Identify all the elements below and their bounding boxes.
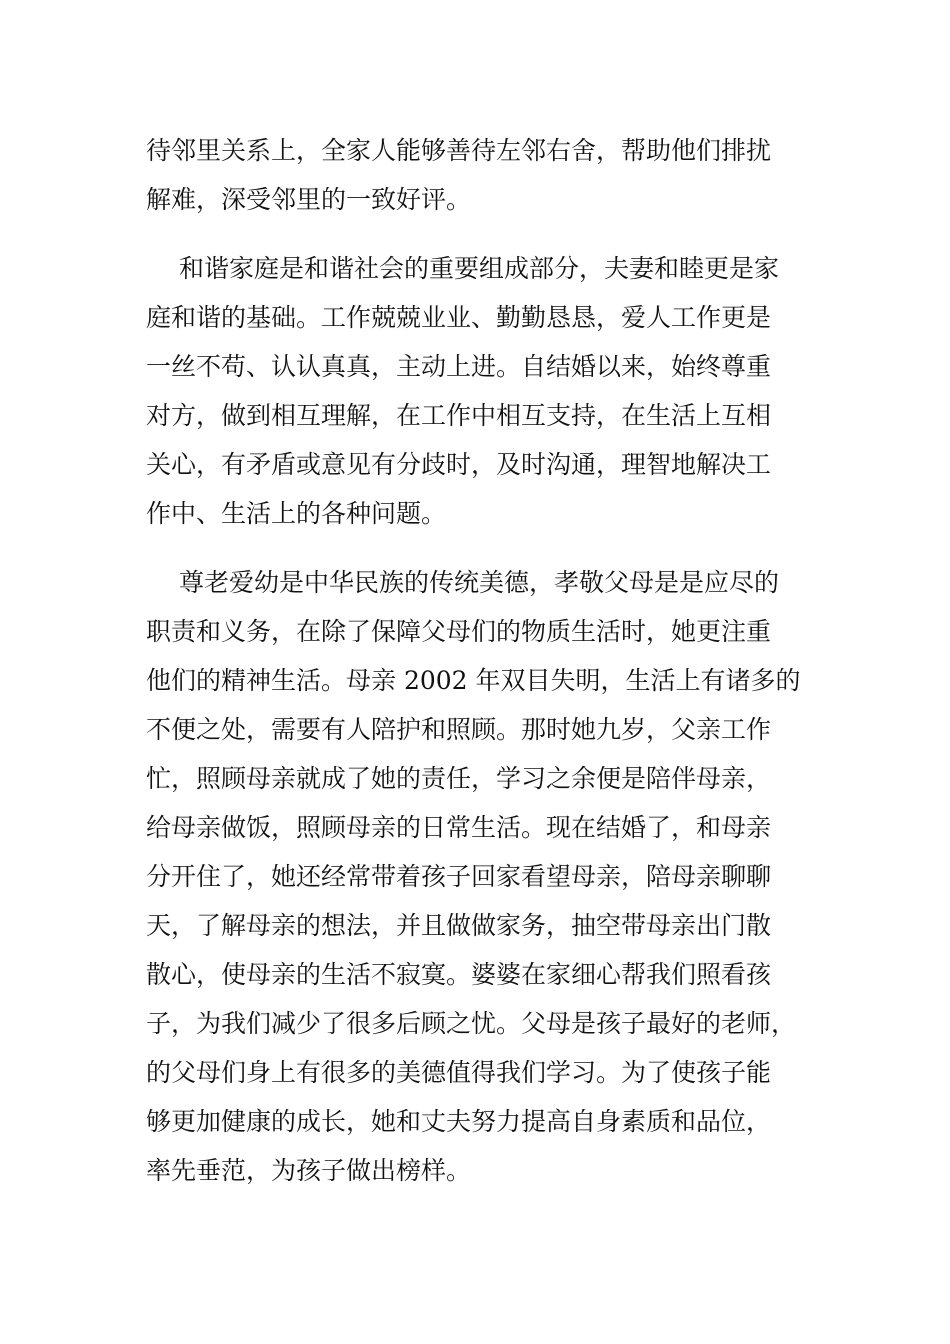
text-line: 率先垂范，为孩子做出榜样。 bbox=[146, 1156, 472, 1185]
text-line: 散心，使母亲的生活不寂寞。婆婆在家细心帮我们照看孩 bbox=[146, 960, 772, 989]
text-line: 天，了解母亲的想法，并且做做家务，抽空带母亲出门散 bbox=[146, 911, 772, 940]
paragraph-spacing bbox=[146, 224, 806, 244]
text-line: 对方，做到相互理解，在工作中相互支持，在生活上互相 bbox=[146, 401, 772, 430]
text-line: 职责和义务，在除了保障父母们的物质生活时，她更注重 bbox=[146, 617, 772, 646]
text-line: 他们的精神生活。母亲 2002 年双目失明，生活上有诸多的 bbox=[146, 666, 801, 695]
text-line: 的父母们身上有很多的美德值得我们学习。为了使孩子能 bbox=[146, 1058, 772, 1087]
text-line: 作中、生活上的各种问题。 bbox=[146, 499, 447, 528]
text-line: 尊老爱幼是中华民族的传统美德，孝敬父母是是应尽的 bbox=[179, 568, 780, 597]
text-line: 解难，深受邻里的一致好评。 bbox=[146, 185, 472, 214]
text-line: 子，为我们减少了很多后顾之忧。父母是孩子最好的老师， bbox=[146, 1009, 797, 1038]
paragraph-1 bbox=[146, 126, 806, 224]
paragraph-3 bbox=[146, 558, 806, 1195]
paragraph-spacing bbox=[146, 538, 806, 558]
text-line: 待邻里关系上，全家人能够善待左邻右舍，帮助他们排扰 bbox=[146, 136, 772, 165]
text-line: 一丝不苟、认认真真，主动上进。自结婚以来，始终尊重 bbox=[146, 352, 772, 381]
text-line: 不便之处，需要有人陪护和照顾。那时她九岁，父亲工作 bbox=[146, 715, 772, 744]
text-line: 关心，有矛盾或意见有分歧时，及时沟通，理智地解决工 bbox=[146, 450, 772, 479]
text-line: 庭和谐的基础。工作兢兢业业、勤勤恳恳，爱人工作更是 bbox=[146, 303, 772, 332]
text-line: 忙，照顾母亲就成了她的责任，学习之余便是陪伴母亲， bbox=[146, 764, 772, 793]
paragraph-2 bbox=[146, 244, 806, 538]
text-line: 和谐家庭是和谐社会的重要组成部分，夫妻和睦更是家 bbox=[179, 254, 780, 283]
text-line: 分开住了，她还经常带着孩子回家看望母亲，陪母亲聊聊 bbox=[146, 862, 772, 891]
document-body bbox=[146, 126, 806, 1195]
text-line: 够更加健康的成长，她和丈夫努力提高自身素质和品位， bbox=[146, 1107, 772, 1136]
text-line: 给母亲做饭，照顾母亲的日常生活。现在结婚了，和母亲 bbox=[146, 813, 772, 842]
